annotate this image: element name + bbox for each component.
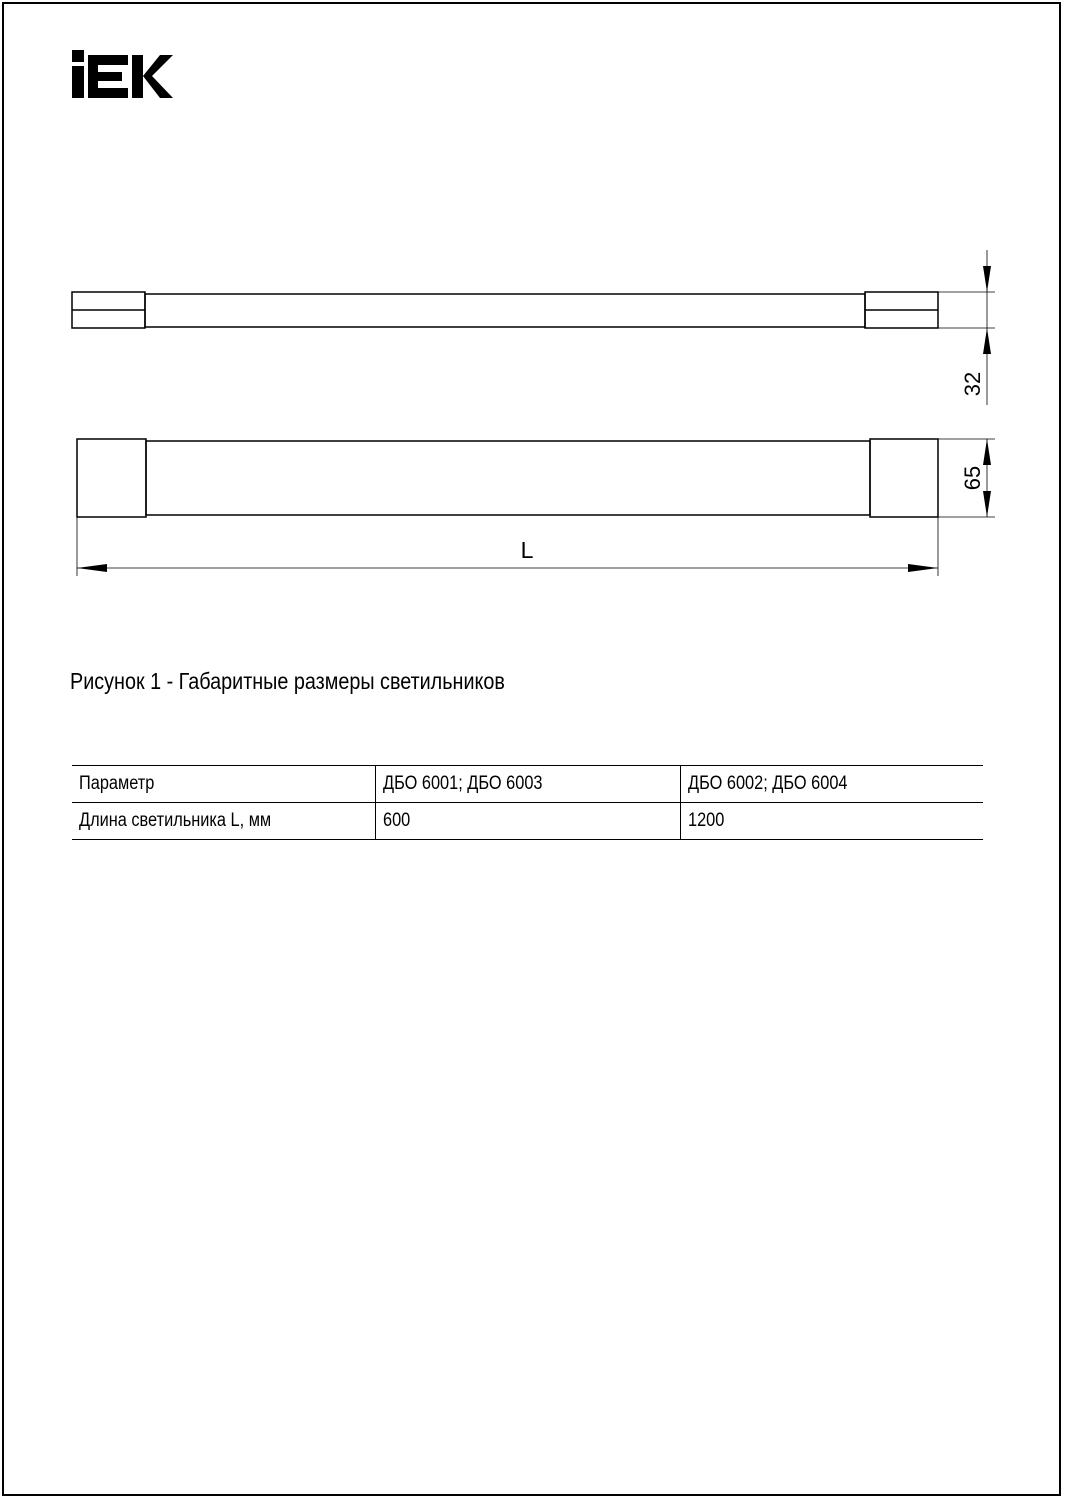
figure-caption: Рисунок 1 - Габаритные размеры светильников xyxy=(70,668,505,694)
specs-table xyxy=(72,765,983,840)
body-side xyxy=(146,441,870,515)
end-cap-right-side xyxy=(870,439,938,517)
dimension-drawing xyxy=(0,0,1065,620)
row-cell-value-b: 1200 xyxy=(681,803,984,840)
table-header-row xyxy=(72,766,983,803)
header-cell-parameter: Параметр xyxy=(72,766,376,803)
body-top xyxy=(145,294,865,327)
dimension-65-label: 65 xyxy=(960,465,985,491)
header-cell-model-a: ДБО 6001; ДБО 6003 xyxy=(376,766,681,803)
header-cell-model-b: ДБО 6002; ДБО 6004 xyxy=(681,766,984,803)
end-cap-left-side xyxy=(77,439,146,517)
table-row xyxy=(72,803,983,840)
row-cell-value-a: 600 xyxy=(376,803,681,840)
dimension-32-label: 32 xyxy=(960,371,985,397)
row-cell-parameter: Длина светильника L, мм xyxy=(72,803,376,840)
dimension-length-label: L xyxy=(520,537,534,563)
